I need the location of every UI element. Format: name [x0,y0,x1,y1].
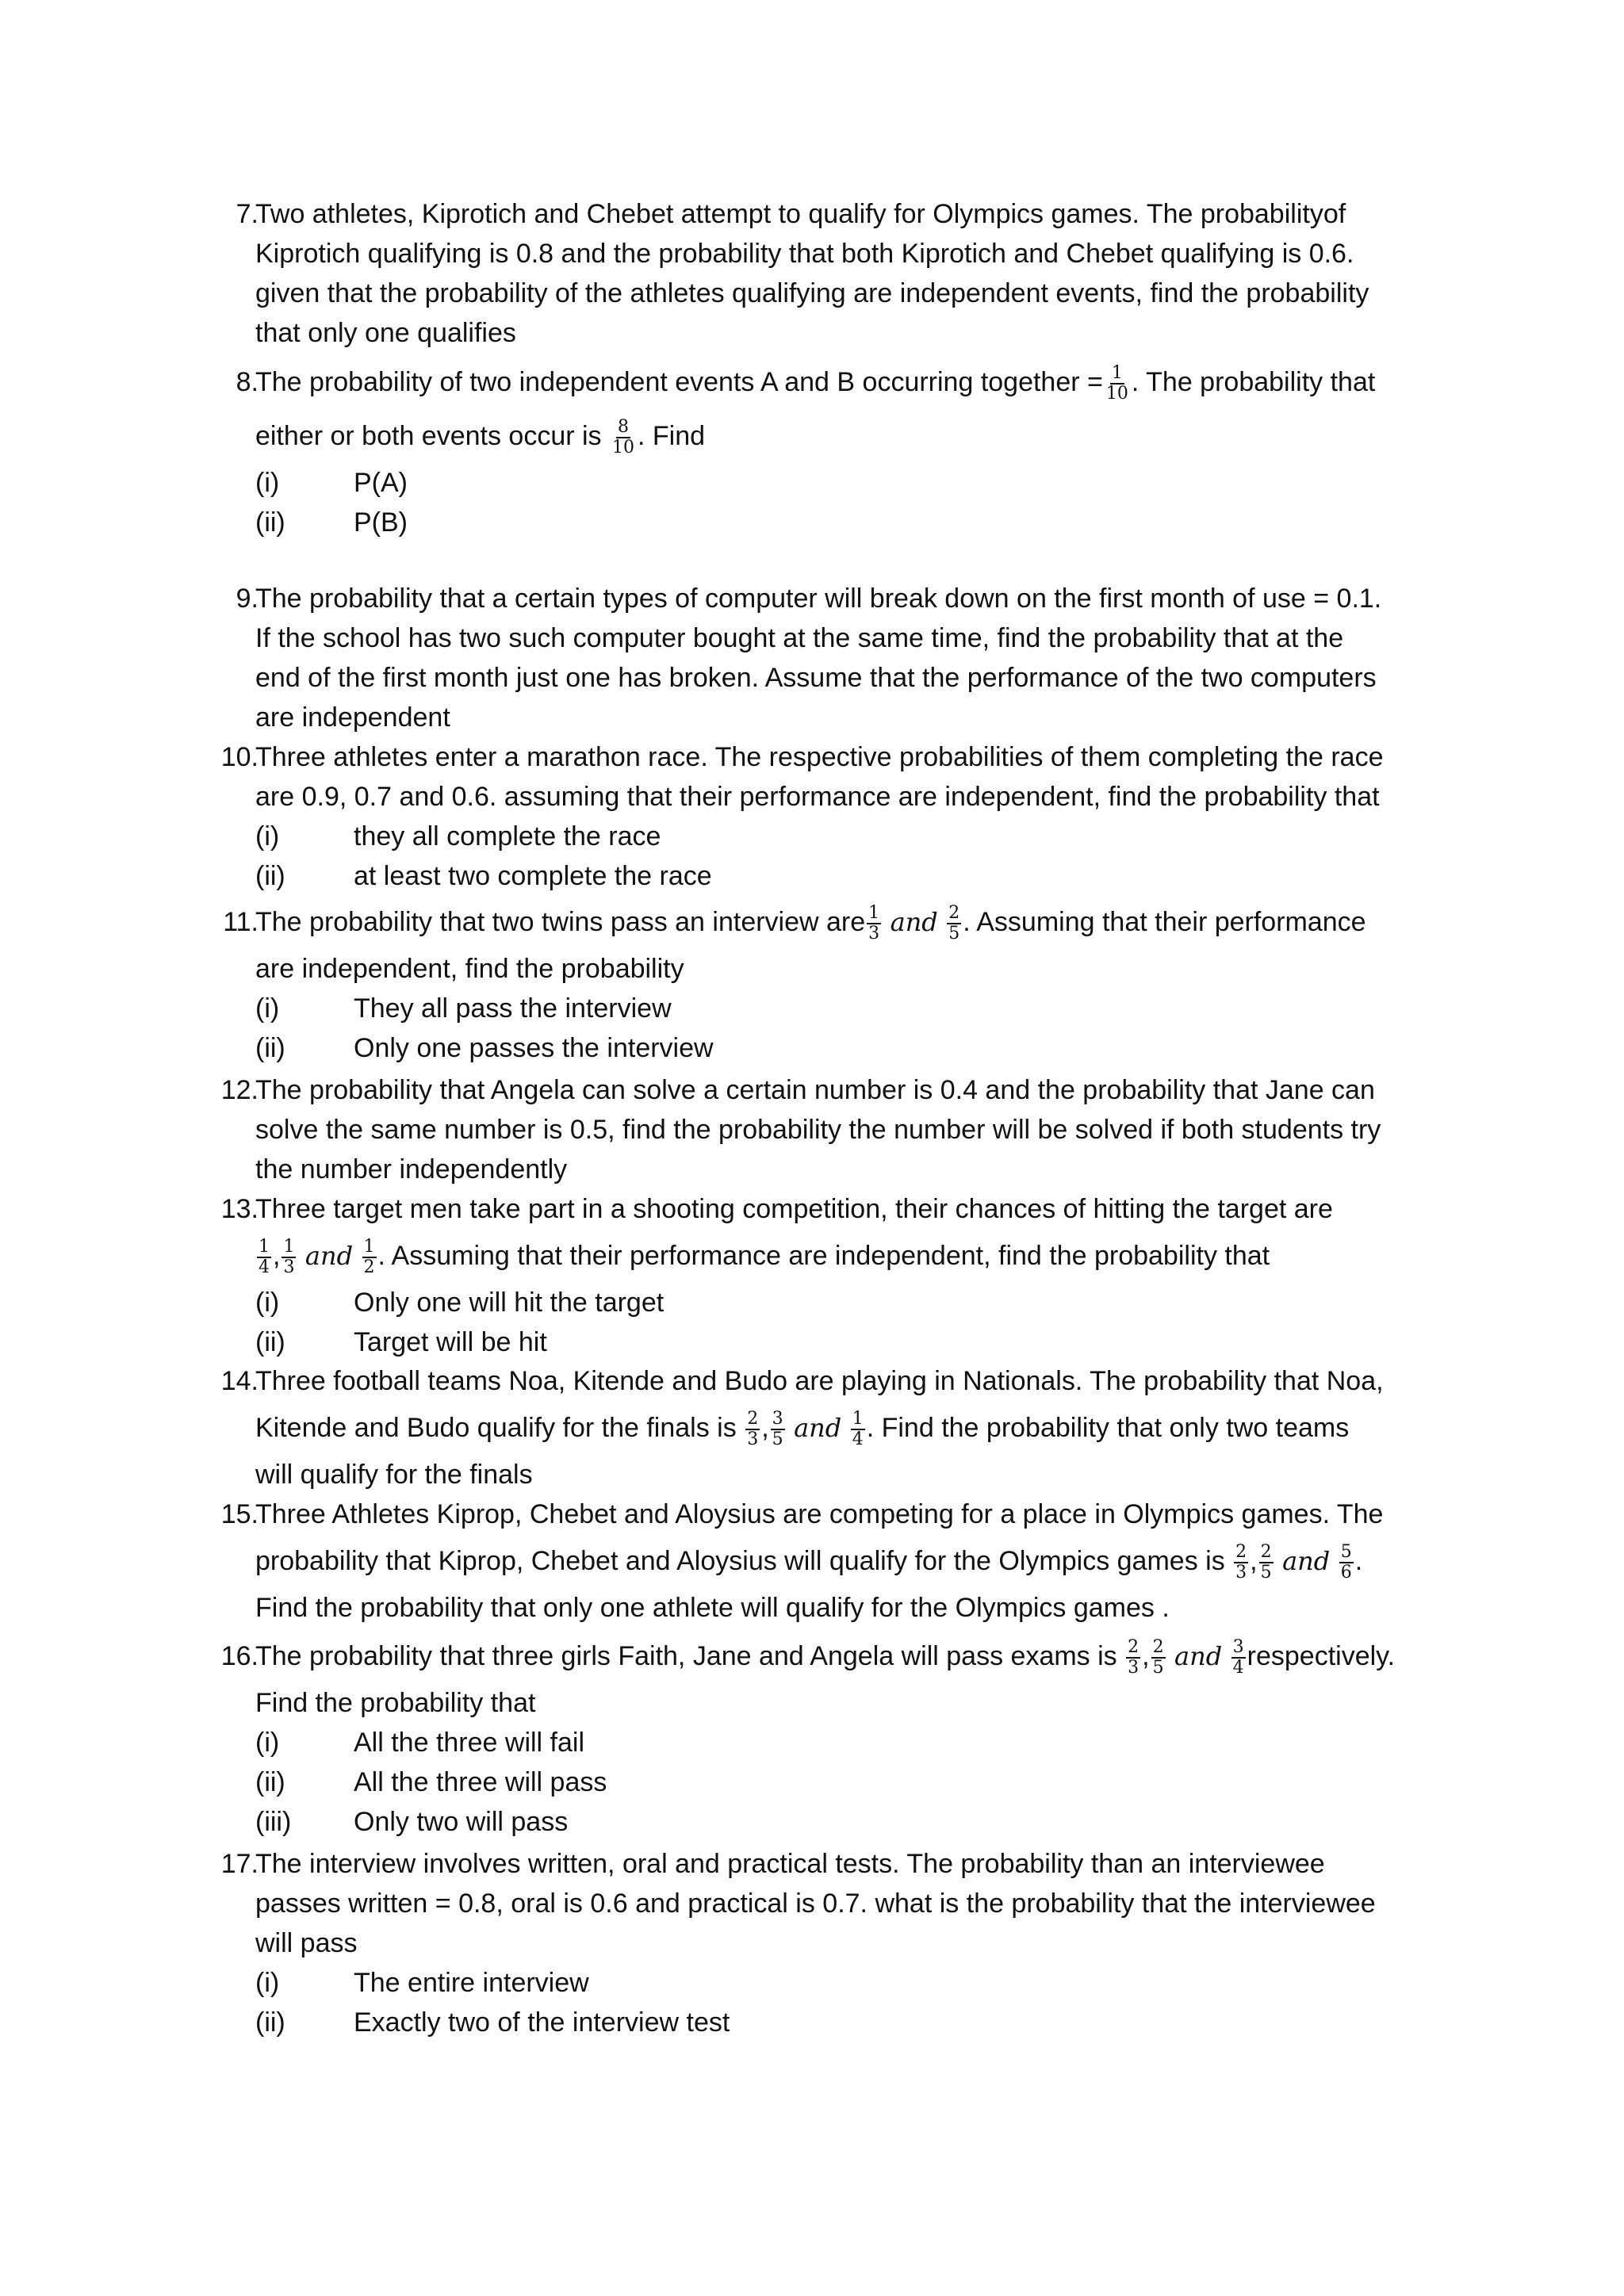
comma: , [1142,1641,1150,1671]
fraction: $\frac{2}{3}$ [747,1409,759,1450]
sub-question [255,856,1442,896]
math-and: and [1174,1641,1223,1671]
question-15 [205,1494,1442,1628]
math-and: and [1282,1546,1331,1576]
question-text: are independent, find the probability [255,954,684,984]
question-text: Two athletes, Kiprotich and Chebet attempt to qualify for Olympics games. The probabilityof [255,199,1346,229]
question-text: If the school has two such computer bought at the same time, find the probability that at the [255,623,1344,653]
sub-question-label: (ii) [255,1767,285,1797]
question-9 [205,579,1442,737]
question-text: Three football teams Noa, Kitende and Budo are playing in Nationals. The probability that Noa, [255,1366,1384,1396]
fraction: $\frac{3}{5}$ [772,1409,783,1450]
fraction: $\frac{2}{3}$ [1235,1542,1247,1583]
sub-question [255,817,1442,856]
sub-question-text: All the three will fail [354,1728,585,1758]
question-line [255,1229,1442,1283]
question-number: 11. [223,907,259,937]
sub-question [255,989,1442,1028]
sub-question-text: P(A) [354,468,408,498]
question-text: The probability that three girls Faith, Jane and Angela will pass exams is [255,1641,1117,1671]
sub-question-label: (i) [255,821,280,851]
math-and: and [794,1413,842,1443]
question-text: passes written = 0.8, oral is 0.6 and practical is 0.7. what is the probability that the interviewee [255,1888,1376,1919]
question-text: . The probability that [1131,367,1376,397]
sub-question-label: (ii) [255,2007,285,2038]
question-text: are independent [255,702,450,733]
question-line [255,355,1442,409]
question-text: Kiprotich qualifying is 0.8 and the probability that both Kiprotich and Chebet qualifying is 0.6. [255,239,1354,269]
fraction: $\frac{1}{3}$ [868,903,880,944]
question-14 [205,1361,1442,1494]
question-16 [205,1629,1442,1842]
question-text: Three target men take part in a shooting competition, their chances of hitting the target are [255,1194,1333,1224]
sub-question-text: Exactly two of the interview test [354,2007,730,2038]
question-text: respectively. [1247,1641,1396,1671]
sub-question [255,1802,1442,1842]
question-text: will qualify for the finals [255,1460,533,1490]
fraction: $\frac{2}{5}$ [1260,1542,1272,1583]
question-number: 15. [220,1499,259,1529]
question-line [255,409,1442,463]
comma: , [273,1241,281,1271]
question-number: 14. [220,1366,259,1396]
sub-question-label: (ii) [255,1327,285,1357]
comma: , [1250,1546,1258,1576]
question-text: The probability of two independent events A and B occurring together = [255,367,1103,397]
question-number: 7. [236,199,259,229]
question-text: . Find [638,421,706,451]
sub-question [255,1283,1442,1322]
sub-question [255,2003,1442,2042]
question-text: that only one qualifies [255,318,516,348]
sub-question-label: (ii) [255,861,285,891]
sub-question-text: Only one passes the interview [354,1033,714,1063]
sub-question-text: They all pass the interview [354,993,672,1024]
sub-question-text: Target will be hit [354,1327,547,1357]
sub-question-label: (ii) [255,1033,285,1063]
question-text: end of the first month just one has broken. Assume that the performance of the two computers [255,663,1377,693]
question-text: . [1354,1546,1363,1576]
question-text: . Assuming that their performance are independent, find the probability that [377,1241,1270,1271]
question-number: 17. [220,1849,259,1879]
question-text: the number independently [255,1154,568,1184]
question-text: The probability that Angela can solve a certain number is 0.4 and the probability that Jane can [255,1075,1375,1105]
question-text: Find the probability that only one athlete will qualify for the Olympics games . [255,1593,1170,1623]
fraction: $\frac{1}{2}$ [363,1237,375,1278]
question-7 [205,194,1442,353]
question-line [255,1534,1442,1588]
sub-question-label: (i) [255,1968,280,1998]
question-text: either or both events occur is [255,421,602,451]
question-number: 12. [220,1075,259,1105]
question-number: 8. [236,367,259,397]
question-text: The probability that two twins pass an interview are [255,907,866,937]
sub-question-text: The entire interview [354,1968,589,1998]
fraction: $\frac{2}{5}$ [1152,1637,1164,1678]
sub-question-label: (i) [255,1728,280,1758]
question-text: The interview involves written, oral and practical tests. The probability than an interviewee [255,1849,1325,1879]
sub-question-text: Only two will pass [354,1807,569,1837]
sub-question-text: All the three will pass [354,1767,607,1797]
sub-question-label: (iii) [255,1807,292,1837]
question-text: Three athletes enter a marathon race. The respective probabilities of them completing the race [255,742,1384,772]
question-line [255,1401,1442,1455]
fraction: $\frac{8}{10}$ [612,417,635,458]
question-17 [205,1844,1442,2042]
sub-question [255,1963,1442,2003]
sub-question-label: (i) [255,1288,280,1318]
question-text: The probability that a certain types of computer will break down on the first month of use = 0.1. [255,584,1382,614]
comma: , [761,1413,769,1443]
fraction: $\frac{2}{3}$ [1128,1637,1139,1678]
sub-question-label: (i) [255,468,280,498]
question-line [255,1629,1442,1683]
question-11 [205,895,1442,1068]
sub-question-text: P(B) [354,507,408,538]
question-8 [205,355,1442,542]
question-text: . Assuming that their performance [963,907,1366,937]
sub-question-label: (i) [255,993,280,1024]
sub-question [255,1322,1442,1362]
question-text: probability that Kiprop, Chebet and Aloysius will qualify for the Olympics games is [255,1546,1225,1576]
fraction: $\frac{1}{4}$ [852,1409,864,1450]
sub-question [255,1723,1442,1762]
question-number: 10. [220,742,259,772]
sub-question-text: at least two complete the race [354,861,712,891]
fraction: $\frac{5}{6}$ [1340,1542,1352,1583]
fraction: $\frac{1}{4}$ [259,1237,270,1278]
question-number: 9. [236,584,259,614]
question-text: are 0.9, 0.7 and 0.6. assuming that their performance are independent, find the probability that [255,782,1380,812]
sub-question [255,1028,1442,1068]
question-text: will pass [255,1928,358,1958]
question-10 [205,737,1442,896]
question-text: Three Athletes Kiprop, Chebet and Aloysius are competing for a place in Olympics games. The [255,1499,1384,1529]
question-number: 13. [220,1194,259,1224]
question-text: . Find the probability that only two teams [866,1413,1350,1443]
math-and: and [304,1241,354,1271]
question-text: Find the probability that [255,1688,536,1718]
question-12 [205,1070,1442,1189]
sub-question-label: (ii) [255,507,285,538]
question-text: solve the same number is 0.5, find the probability the number will be solved if both students try [255,1115,1381,1145]
question-number: 16. [220,1641,259,1671]
question-13 [205,1189,1442,1362]
sub-question [255,503,1442,542]
math-and: and [890,907,938,937]
sub-question-text: Only one will hit the target [354,1288,665,1318]
sub-question [255,1762,1442,1802]
question-text: Kitende and Budo qualify for the finals is [255,1413,737,1443]
question-line [255,895,1442,949]
sub-question-text: they all complete the race [354,821,661,851]
fraction: $\frac{1}{10}$ [1105,363,1128,404]
fraction: $\frac{1}{3}$ [283,1237,295,1278]
fraction: $\frac{3}{4}$ [1232,1637,1244,1678]
sub-question [255,463,1442,503]
question-text: given that the probability of the athletes qualifying are independent events, find the probability [255,278,1369,308]
fraction: $\frac{2}{5}$ [948,903,960,944]
